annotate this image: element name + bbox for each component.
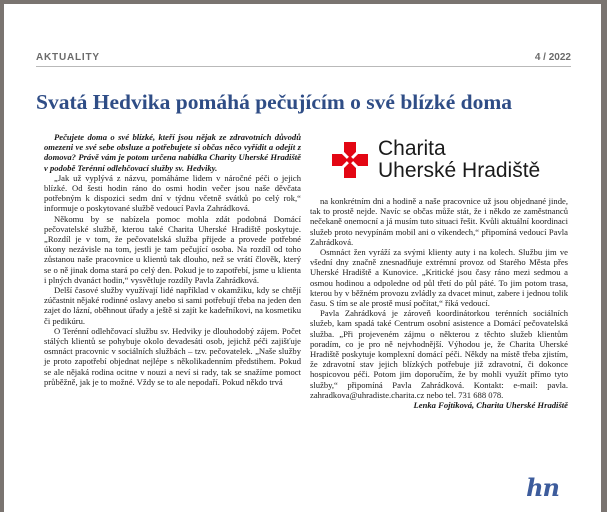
article-paragraph: Osmnáct žen vyráží za svými klienty auty i na kolech. Službu jim ve všední dny značně znesnadňuje extrémní provoz od Starého Města přes Uherské Hradiště a Kunovice. „Kritické jsou časy ráno mezi sedmou a osmou hodinou a odpoledne od půl třetí do půl páté. To jim potom trasa, kterou by v běžném provozu zvládly za dvacet minut, zabere i jednou tolik času. S tím se ale prostě musí počítat,“ říká vedoucí. [310,247,568,309]
logo-line-1: Charita [378,137,446,160]
article-paragraph: Pavla Zahrádková je zároveň koordinátorkou terénních sociálních služeb, kam spadá také Centrum osobní asistence a Domácí pečovatelská služba. „Při projeveném zájmu o některou z těchto služeb klientům poradím, co je pro ně nejvhodnější. Výhodou je, že Charita Uherské Hradiště poskytuje komplexní domácí péči. Někdy na místě třeba zjistím, že zdravotní stav jejich blízkých potřebuje již zdravotní, či dokonce hospicovou péči. Potom jim doporučím, že by mohli využít přímo tyto služby,“ připomíná Pavla Zahrádková. Kontakt: e-mail: pavla. zahradkova@uhradiste.charita.cz nebo tel. 731 688 078. [310,308,568,400]
magazine-page [4,4,601,512]
article-lead: Pečujete doma o své blízké, kteří jsou nějak ze zdravotních důvodů omezeni ve své sebe obsluze a potřebujete si občas něco vyřídit a odejít z domova? Právě vám je potom určena nabídka Charity Uherské Hradiště v podobě Terénní odlehčovací služby sv. Hedviky. [44,132,301,173]
article-title: Svatá Hedvika pomáhá pečujícím o své blízké doma [36,90,513,114]
header-divider [36,66,571,67]
issue-number: 4 / 2022 [534,52,571,63]
charita-logo-text [378,138,540,182]
article-paragraph: Delší časové služby využívají lidé například v okamžiku, kdy se chtějí zúčastnit nějaké rodinné oslavy anebo si sami potřebují třeba na jeden den zajet do lázní, oběhnout úřady a ještě si zajít ke kadeřníkovi, na kosmetiku či pedikúru. [44,285,301,326]
article-paragraph: „Jak už vyplývá z názvu, pomáháme lidem v náročné péči o jejich blízké. Od šesti hodin ráno do osmi hodin večer jsou naše děvčata potřebným k dispozici sedm dní v týdnu včetně svátků po celý rok,“ informuje o poskytované službě vedoucí Pavla Zahrádková. [44,172,301,214]
article-column-left [44,132,301,387]
charita-logo [330,136,570,186]
article-paragraph: Někomu by se nabízela pomoc mohla zdát podobná Domácí pečovatelské službě, kterou také Charita Uherské Hradiště poskytuje. „Rozdíl je v tom, že pečovatelská služba přijede a provede potřebné úkony nezávisle na tom, jestli je tam pečující osoba. Na rozdíl od toho zůstanou naše pracovnice u klientů tak dlouho, než se vrátí člověk, který se o ně jinak doma stará po celý den. Pokud je to zapotřebí, jsme u klienta i plných dvanáct hodin,“ vysvětluje rozdíly Pavla Zahrádková. [44,213,301,285]
magazine-footer-logo: hn [526,473,559,502]
article-paragraph: na konkrétním dni a hodině a naše pracovnice už jsou objednané jinde, tak to prostě nejde. Navíc se občas může stát, že i někdo ze zaměstnanců nečekaně onemocní a já musím tuto situaci řešit. Kvůli aktuální koordinaci služeb proto nevypínám mobil ani o víkendech,“ připomíná vedoucí Pavla Zahrádková. [310,196,568,247]
charita-cross-icon [330,140,370,180]
logo-line-2: Uherské Hradiště [378,159,541,182]
section-label: AKTUALITY [36,52,100,63]
article-signature: Lenka Fojtíková, Charita Uherské Hradiště [413,400,568,411]
article-column-right [310,196,568,410]
article-paragraph: O Terénní odlehčovací službu sv. Hedviky je dlouhodobý zájem. Počet stálých klientů se pohybuje okolo devadesáti osob, jejichž péči zajišťuje osmnáct pracovnic v sociálních službách – tzv. pečovatelek. „Naše služby je proto zapotřebí objednat nejlépe s několikadenním předstihem. Pokud se ale nějaká rodina ocitne v nouzi a neví si rady, tak se snažíme pomoct průběžně, jak je to možné. Vždy se to ale nepodaří. Pokud někdo trvá [44,325,301,387]
